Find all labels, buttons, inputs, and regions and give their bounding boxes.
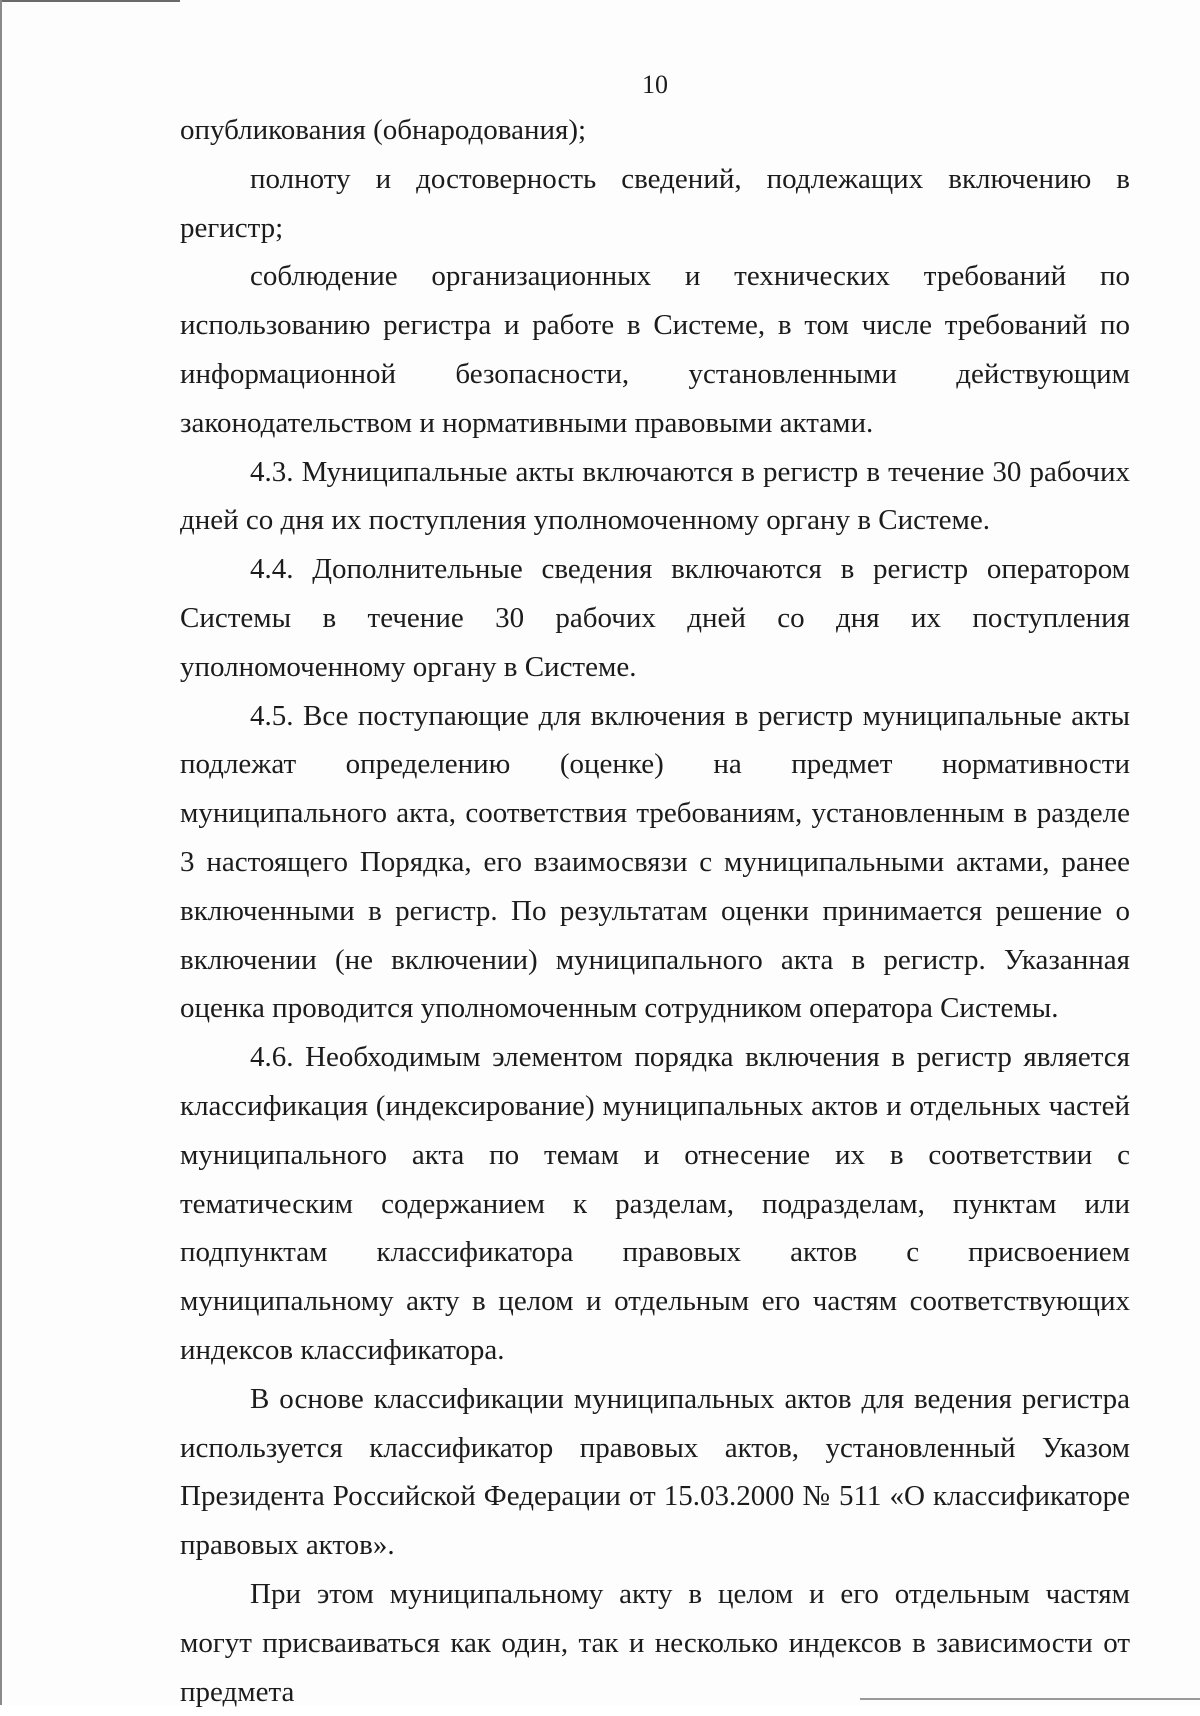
scan-edge-left (0, 0, 2, 1705)
paragraph-4-3: 4.3. Муниципальные акты включаются в регистр в течение 30 рабочих дней со дня их поступления уполномоченному органу в Системе. (180, 455, 1130, 537)
paragraph-4-5: 4.5. Все поступающие для включения в регистр муниципальные акты подлежат определению (оценке) на предмет нормативности муниципального акта, соответствия требованиям, установленным в разделе 3 настоящего Порядка, его взаимосвязи с муниципальными актами, ранее включенными в регистр. По результатам оценки принимается решение о включении (не включении) муниципального акта в регистр. Указанная оценка проводится уполномоченным сотрудником оператора Системы. (180, 699, 1130, 1025)
paragraph: полноту и достоверность сведений, подлежащих включению в регистр; (180, 162, 1130, 244)
paragraph: опубликования (обнародования); (180, 114, 587, 146)
paragraph: соблюдение организационных и технических требований по использованию регистра и работе в Системе, в том числе требований по информационной безопасности, установленными действующим законодательством и нормативными правовыми актами. (180, 260, 1130, 439)
paragraph-4-4: 4.4. Дополнительные сведения включаются в регистр оператором Системы в течение 30 рабочих дней со дня их поступления уполномоченному органу в Системе. (180, 553, 1130, 683)
document-body (180, 106, 1130, 1716)
scan-edge-top (0, 0, 180, 2)
page-number: 10 (642, 70, 668, 99)
paragraph: В основе классификации муниципальных актов для ведения регистра используется классификатор правовых актов, установленный Указом Президента Российской Федерации от 15.03.2000 № 511 «О классификаторе правовых актов». (180, 1382, 1130, 1562)
paragraph: При этом муниципальному акту в целом и его отдельным частям могут присваиваться как один, так и несколько индексов в зависимости от предмета (180, 1577, 1130, 1708)
paragraph-4-6: 4.6. Необходимым элементом порядка включения в регистр является классификация (индексирование) муниципальных актов и отдельных частей муниципального акта по темам и отнесение их в соответствии с тематическим содержанием к разделам, подразделам, пунктам или подпунктам классификатора правовых актов с присвоением муниципальному акту в целом и отдельным его частям соответствующих индексов классификатора. (180, 1041, 1130, 1366)
